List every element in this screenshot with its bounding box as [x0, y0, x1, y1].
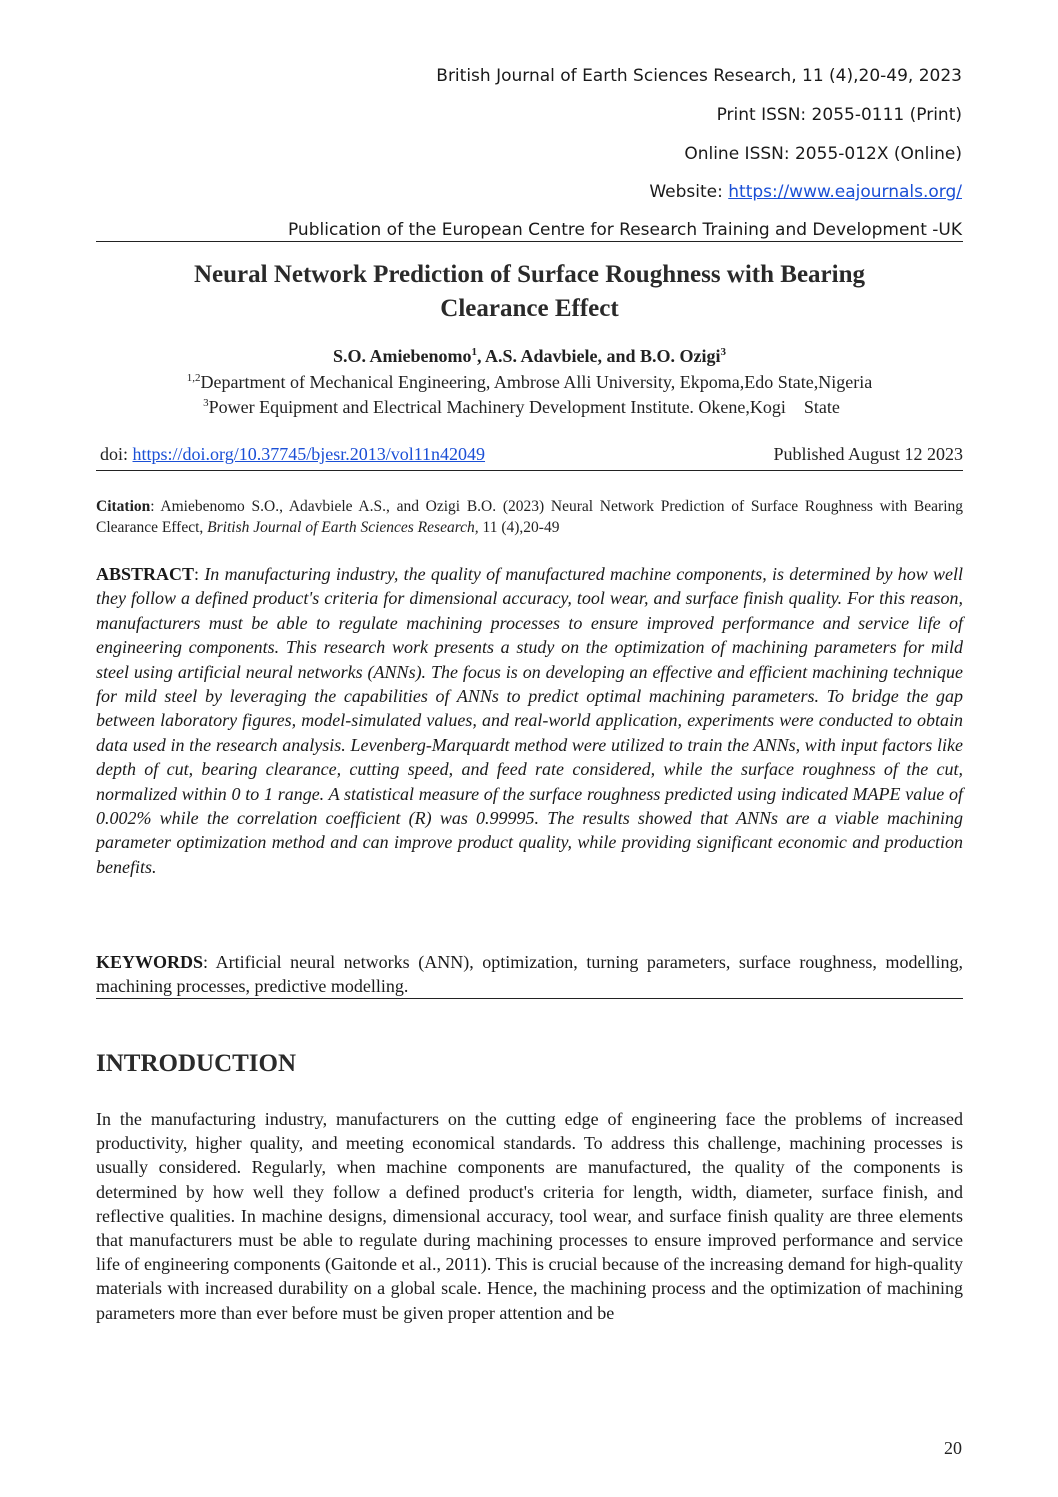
affiliation-1-sup: 1,2	[186, 372, 201, 384]
header-rule	[96, 241, 963, 242]
citation-block	[96, 496, 963, 538]
citation-journal: British Journal of Earth Sciences Research,	[207, 519, 479, 536]
introduction-heading: INTRODUCTION	[96, 1050, 297, 1077]
published-date: Published August 12 2023	[773, 444, 963, 464]
author-list	[96, 346, 963, 367]
author-3-sup: 3	[720, 346, 727, 358]
abstract-label: ABSTRACT	[96, 564, 195, 584]
journal-line: British Journal of Earth Sciences Research, 11 (4),20-49, 2023	[436, 66, 962, 86]
website-label: Website:	[649, 182, 729, 202]
online-issn: Online ISSN: 2055-012X (Online)	[684, 144, 962, 164]
keywords-text: Artificial neural networks (ANN), optimization, turning parameters, surface roughness, modelling, machining processes, predictive modelling.	[96, 952, 963, 996]
publisher-line: Publication of the European Centre for Research Training and Development -UK	[287, 220, 962, 240]
author-1-sup: 1	[471, 346, 477, 358]
keywords-block	[96, 950, 963, 998]
doi-rule	[96, 470, 963, 471]
title-line-2: Clearance Effect	[440, 295, 619, 322]
doi-label: doi:	[100, 444, 133, 464]
website-link[interactable]: https://www.eajournals.org/	[728, 182, 962, 202]
doi-row	[100, 444, 963, 465]
page-number: 20	[944, 1438, 962, 1458]
article-title	[96, 258, 963, 326]
introduction-paragraph: In the manufacturing industry, manufacturers on the cutting edge of engineering face the problems of increased productivity, higher quality, and meeting economical standards. To address this challenge, machining processes is usually considered. Regularly, when machine components are manufactured, the quality of the components is determined by how well they follow a defined product's criteria for length, width, diameter, surface finish, and reflective qualities. In machine designs, dimensional accuracy, tool wear, and surface finish quality are three elements that manufacturers must be able to regulate during machining processes to ensure improved performance and service life of engineering components (Gaitonde et al., 2011). This is crucial because of the increasing demand for high-quality materials with increased durability on a global scale. Hence, the machining process and the optimization of machining parameters more than ever before must be given proper attention and be	[96, 1109, 963, 1323]
affiliation-2	[88, 397, 955, 418]
doi-link[interactable]: https://doi.org/10.37745/bjesr.2013/vol11n42049	[132, 444, 486, 464]
keywords-label: KEYWORDS	[96, 952, 204, 972]
affiliation-2-sup: 3	[203, 397, 209, 409]
citation-label: Citation	[96, 498, 151, 515]
author-1: S.O. Amiebenomo	[332, 346, 472, 366]
keywords-sep: :	[203, 952, 216, 972]
abstract-sep: :	[194, 564, 205, 584]
authors-rest: , A.S. Adavbiele, and B.O. Ozigi	[476, 346, 721, 366]
abstract-block	[96, 562, 963, 879]
citation-issue: 11 (4),20-49	[478, 519, 560, 536]
abstract-text: In manufacturing industry, the quality of manufactured machine components, is determined by how well they follow a defined product's criteria for dimensional accuracy, tool wear, and surface finish quality. For this reason, manufacturers must be able to regulate machining processes to ensure improved performance and service life of engineering components. This research work presents a study on the optimization of machining parameters for mild steel using artificial neural networks (ANNs). The focus is on developing an effective and efficient machining technique for mild steel by leveraging the capabilities of ANNs to predict optimal machining parameters. To bridge the gap between laboratory figures, model-simulated values, and real-world application, experiments were conducted to obtain data used in the research analysis. Levenberg-Marquardt method were utilized to train the ANNs, with input factors like depth of cut, bearing clearance, cutting speed, and feed rate considered, while the surface roughness of the cut, normalized within 0 to 1 range. A statistical measure of the surface roughness predicted using indicated MAPE value of 0.002% while the correlation coefficient (R) was 0.99995. The results showed that ANNs are a viable machining parameter optimization method and can improve product quality, while providing significant economic and production benefits.	[96, 564, 963, 877]
affiliation-1	[96, 372, 963, 393]
citation-text: : Amiebenomo S.O., Adavbiele A.S., and Ozigi B.O. (2023) Neural Network Prediction of Surface Roughness with Bearing Clearance Effect,	[96, 498, 963, 536]
website-line	[649, 182, 962, 202]
title-line-1: Neural Network Prediction of Surface Roughness with Bearing	[193, 261, 866, 288]
print-issn: Print ISSN: 2055-0111 (Print)	[716, 105, 962, 125]
affiliation-1-text: Department of Mechanical Engineering, Ambrose Alli University, Ekpoma,Edo State,Nigeria	[200, 372, 873, 392]
affiliation-2-text: Power Equipment and Electrical Machinery Development Institute. Okene,Kogi State	[208, 397, 840, 417]
keywords-rule	[96, 998, 963, 999]
